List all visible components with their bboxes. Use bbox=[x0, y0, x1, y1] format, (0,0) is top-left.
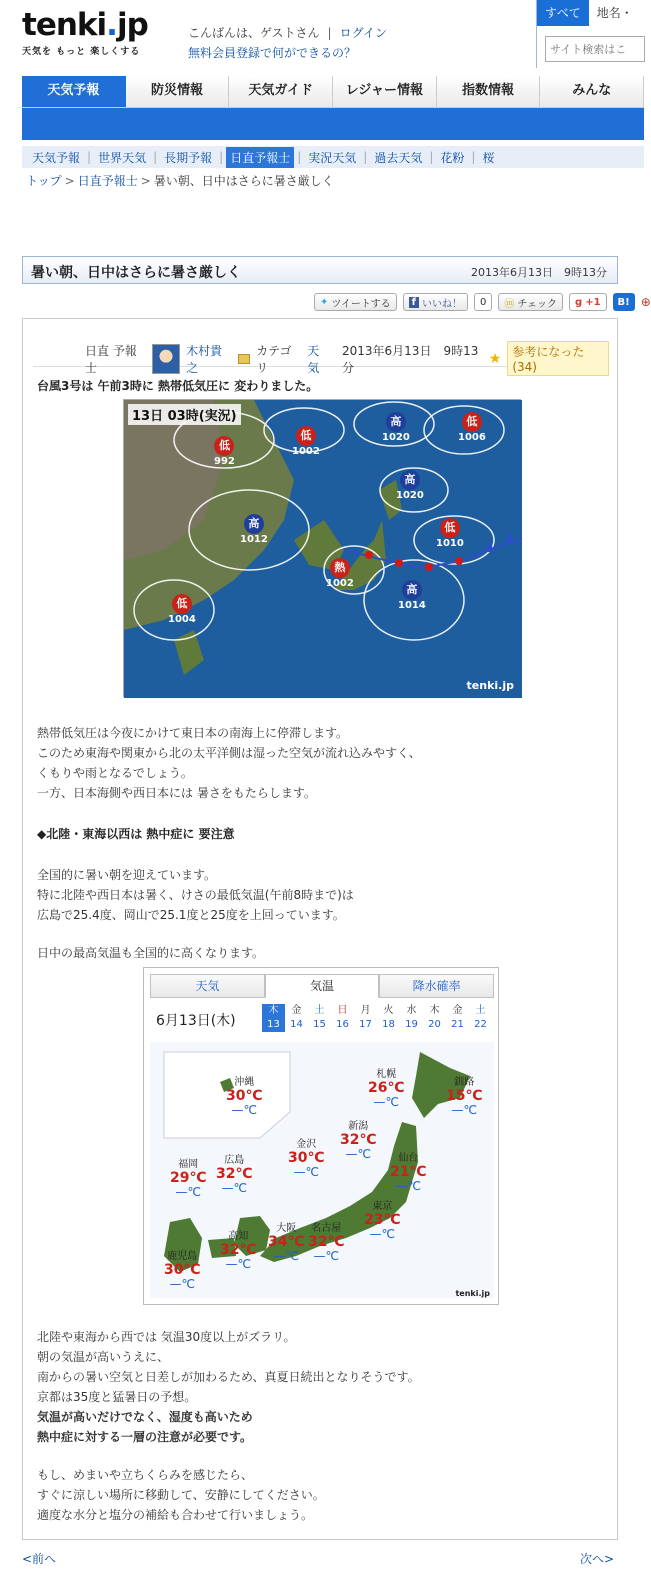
facebook-icon: f bbox=[409, 297, 419, 308]
add-icon[interactable]: ⊕ bbox=[640, 295, 651, 309]
twitter-icon: ✦ bbox=[320, 296, 329, 308]
weather-map-logo: tenki.jp bbox=[466, 679, 514, 692]
temperature-widget bbox=[143, 967, 499, 1305]
city-temp[interactable]: 福岡 29℃ —℃ bbox=[170, 1159, 207, 1199]
site-logo[interactable]: tenki.jp 天気を もっと 楽しくする bbox=[22, 7, 148, 57]
subnav-observed[interactable]: 実況天気 bbox=[308, 150, 357, 165]
city-temp[interactable]: 金沢 30℃ —℃ bbox=[288, 1139, 325, 1179]
city-temp[interactable]: 名古屋 32℃ —℃ bbox=[308, 1223, 345, 1263]
city-temp[interactable]: 札幌 26℃ —℃ bbox=[368, 1069, 405, 1109]
login-link[interactable]: ログイン bbox=[339, 26, 387, 40]
weather-map bbox=[123, 399, 521, 697]
city-temp[interactable]: 新潟 32℃ —℃ bbox=[340, 1121, 377, 1161]
subnav-longterm[interactable]: 長期予報 bbox=[164, 150, 213, 165]
like-count: 0 bbox=[474, 293, 492, 311]
city-temp[interactable]: 大阪 34℃ —℃ bbox=[268, 1223, 305, 1263]
sub-nav: 天気予報 | 世界天気 | 長期予報 | 日直予報士 | 実況天気 | 過去天気 | 花粉 | 桜 bbox=[22, 146, 644, 168]
main-nav bbox=[22, 76, 644, 140]
article-paragraph: 熱帯低気圧は今夜にかけて東日本の南海上に停滞します。 このため東海や関東から北の太平洋側は湿った空気が流れ込みやすく、 くもりや雨となるでしょう。 一方、日本海側や西日本には 暑さをもたらします。 bbox=[37, 726, 421, 800]
hatena-bookmark-button[interactable]: B! bbox=[613, 293, 635, 311]
article-paragraph: もし、めまいや立ちくらみを感じたら、 すぐに涼しい場所に移動して、安静にしてください。 適度な水分と塩分の補給も合わせて行いましょう。 bbox=[37, 1468, 325, 1522]
avatar[interactable] bbox=[152, 344, 181, 374]
search-tab-all[interactable]: すべて bbox=[537, 0, 589, 26]
author-label: 日直 予報士 bbox=[85, 343, 137, 375]
star-icon: ★ bbox=[488, 350, 502, 367]
signup-link[interactable]: 無料会員登録で何ができるの？ bbox=[188, 46, 357, 60]
next-link[interactable]: 次へ> bbox=[580, 1552, 615, 1566]
day-item[interactable]: 水 19 bbox=[405, 1005, 418, 1030]
article-paragraph: 日中の最高気温も全国的に高くなります。 bbox=[37, 946, 265, 960]
folder-icon bbox=[238, 354, 250, 364]
day-item[interactable]: 金 14 bbox=[290, 1005, 303, 1030]
social-buttons bbox=[314, 292, 651, 312]
author-name[interactable]: 木村貴之 bbox=[186, 343, 223, 375]
tweet-button[interactable]: ✦ ツイートする bbox=[314, 293, 397, 311]
city-temp[interactable]: 広島 32℃ —℃ bbox=[216, 1155, 253, 1195]
site-search bbox=[536, 0, 644, 68]
weather-map-graphic bbox=[124, 400, 522, 698]
breadcrumb: トップ > 日直予報士 > 暑い朝、日中はさらに暑さ厳しく bbox=[26, 174, 334, 188]
tab-weather[interactable]: 天気 bbox=[150, 974, 265, 998]
page-title: 暑い朝、日中はさらに暑さ厳しく bbox=[31, 265, 241, 281]
day-item[interactable]: 日 16 bbox=[336, 1005, 349, 1030]
breadcrumb-home[interactable]: トップ bbox=[26, 174, 62, 188]
weather-map-label: 13日 03時(実況) bbox=[128, 404, 241, 425]
site-header bbox=[0, 0, 644, 76]
pressure-mark: 熱 1002 bbox=[326, 558, 354, 589]
day-item[interactable]: 金 21 bbox=[451, 1005, 464, 1030]
nav-tab-forecast[interactable]: 天気予報 bbox=[22, 76, 126, 107]
pressure-mark: 高 1012 bbox=[240, 514, 268, 545]
day-selector bbox=[262, 1004, 492, 1032]
city-temp[interactable]: 高知 32℃ —℃ bbox=[220, 1231, 257, 1271]
nav-tab-leisure[interactable]: レジャー情報 bbox=[333, 76, 437, 107]
city-temp[interactable]: 沖縄 30℃ —℃ bbox=[226, 1077, 263, 1117]
nav-tab-guide[interactable]: 天気ガイド bbox=[229, 76, 333, 107]
day-item[interactable]: 土 22 bbox=[474, 1005, 487, 1030]
subnav-forecast[interactable]: 天気予報 bbox=[32, 150, 81, 165]
pressure-mark: 低 992 bbox=[214, 436, 235, 467]
article-paragraph: 北陸や東海から西では 気温30度以上がズラリ。 朝の気温が高いうえに、 南からの暑い空気と日差しが加わるため、真夏日続出となりそうです。 京都は35度と猛暑日の予想。 気温が高いだけでなく、湿度も高いため 熱中症に対する一層の注意が必要です。 bbox=[37, 1330, 420, 1444]
pressure-mark: 低 1004 bbox=[168, 594, 196, 625]
day-item[interactable]: 月 17 bbox=[359, 1005, 372, 1030]
subnav-forecaster[interactable]: 日直予報士 bbox=[226, 147, 294, 168]
nav-tab-index[interactable]: 指数情報 bbox=[437, 76, 541, 107]
day-item[interactable]: 木 13 bbox=[262, 1004, 285, 1032]
author-bar: 日直 予報士 木村貴之 カテゴリ 天気 2013年6月13日 9時13分 ★ 参考になった(34) bbox=[33, 327, 609, 367]
pressure-mark: 低 1006 bbox=[458, 412, 486, 443]
nav-tab-everyone[interactable]: みんな bbox=[540, 76, 644, 107]
day-item[interactable]: 木 20 bbox=[428, 1005, 441, 1030]
tab-temperature[interactable]: 気温 bbox=[265, 974, 380, 998]
day-item[interactable]: 火 18 bbox=[382, 1005, 395, 1030]
category-link[interactable]: 天気 bbox=[307, 343, 320, 375]
day-item[interactable]: 土 15 bbox=[313, 1005, 326, 1030]
mixi-icon: ⓜ bbox=[504, 298, 515, 310]
pressure-mark: 高 1014 bbox=[398, 580, 426, 611]
subnav-past[interactable]: 過去天気 bbox=[374, 150, 423, 165]
facebook-like-button[interactable]: f いいね！ bbox=[403, 293, 468, 311]
greeting: こんばんは、ゲストさん | ログイン bbox=[188, 26, 387, 40]
author-date: 2013年6月13日 9時13分 bbox=[342, 343, 479, 375]
google-plus-button[interactable]: g +1 bbox=[569, 293, 607, 311]
widget-logo: tenki.jp bbox=[455, 1289, 490, 1298]
mixi-check-button[interactable]: ⓜ チェック bbox=[498, 293, 563, 311]
subnav-sakura[interactable]: 桜 bbox=[482, 150, 495, 165]
nav-tab-disaster[interactable]: 防災情報 bbox=[126, 76, 230, 107]
search-tab-place[interactable]: 地名・ bbox=[596, 6, 633, 20]
helpful-button[interactable]: 参考になった(34) bbox=[507, 341, 609, 376]
article-lead: 台風3号は 午前3時に 熱帯低気圧に 変わりました。 bbox=[37, 379, 319, 393]
google-plus-icon: g bbox=[575, 296, 583, 308]
subnav-pollen[interactable]: 花粉 bbox=[440, 150, 465, 165]
breadcrumb-current: 暑い朝、日中はさらに暑さ厳しく bbox=[153, 174, 334, 188]
logo-tagline: 天気を もっと 楽しくする bbox=[22, 47, 141, 57]
city-temp[interactable]: 釧路 15℃ —℃ bbox=[446, 1077, 483, 1117]
pressure-mark: 低 1002 bbox=[292, 426, 320, 457]
city-temp[interactable]: 東京 23℃ —℃ bbox=[364, 1201, 401, 1241]
pressure-mark: 高 1020 bbox=[396, 470, 424, 501]
article-paragraph: 全国的に暑い朝を迎えています。 特に北陸や西日本は暑く、けさの最低気温(午前8時まで)は 広島で25.4度、岡山で25.1度と25度を上回っています。 bbox=[37, 868, 354, 922]
search-input[interactable] bbox=[545, 36, 645, 62]
city-temp[interactable]: 鹿児島 30℃ —℃ bbox=[164, 1251, 201, 1291]
city-temp[interactable]: 仙台 21℃ —℃ bbox=[390, 1153, 427, 1193]
pressure-mark: 低 1010 bbox=[436, 518, 464, 549]
breadcrumb-section[interactable]: 日直予報士 bbox=[77, 174, 138, 188]
prev-link[interactable]: <前へ bbox=[22, 1552, 57, 1566]
subnav-world[interactable]: 世界天気 bbox=[98, 150, 147, 165]
article-date: 2013年6月13日 9時13分 bbox=[471, 266, 607, 279]
pressure-mark: 高 1020 bbox=[382, 412, 410, 443]
article-body bbox=[22, 318, 618, 1540]
tab-precipitation[interactable]: 降水確率 bbox=[379, 974, 494, 998]
widget-date: 6月13日(木) bbox=[156, 1013, 236, 1029]
article-titlebar bbox=[22, 256, 618, 284]
section-heading: ◆北陸・東海以西は 熱中症に 要注意 bbox=[37, 827, 235, 841]
